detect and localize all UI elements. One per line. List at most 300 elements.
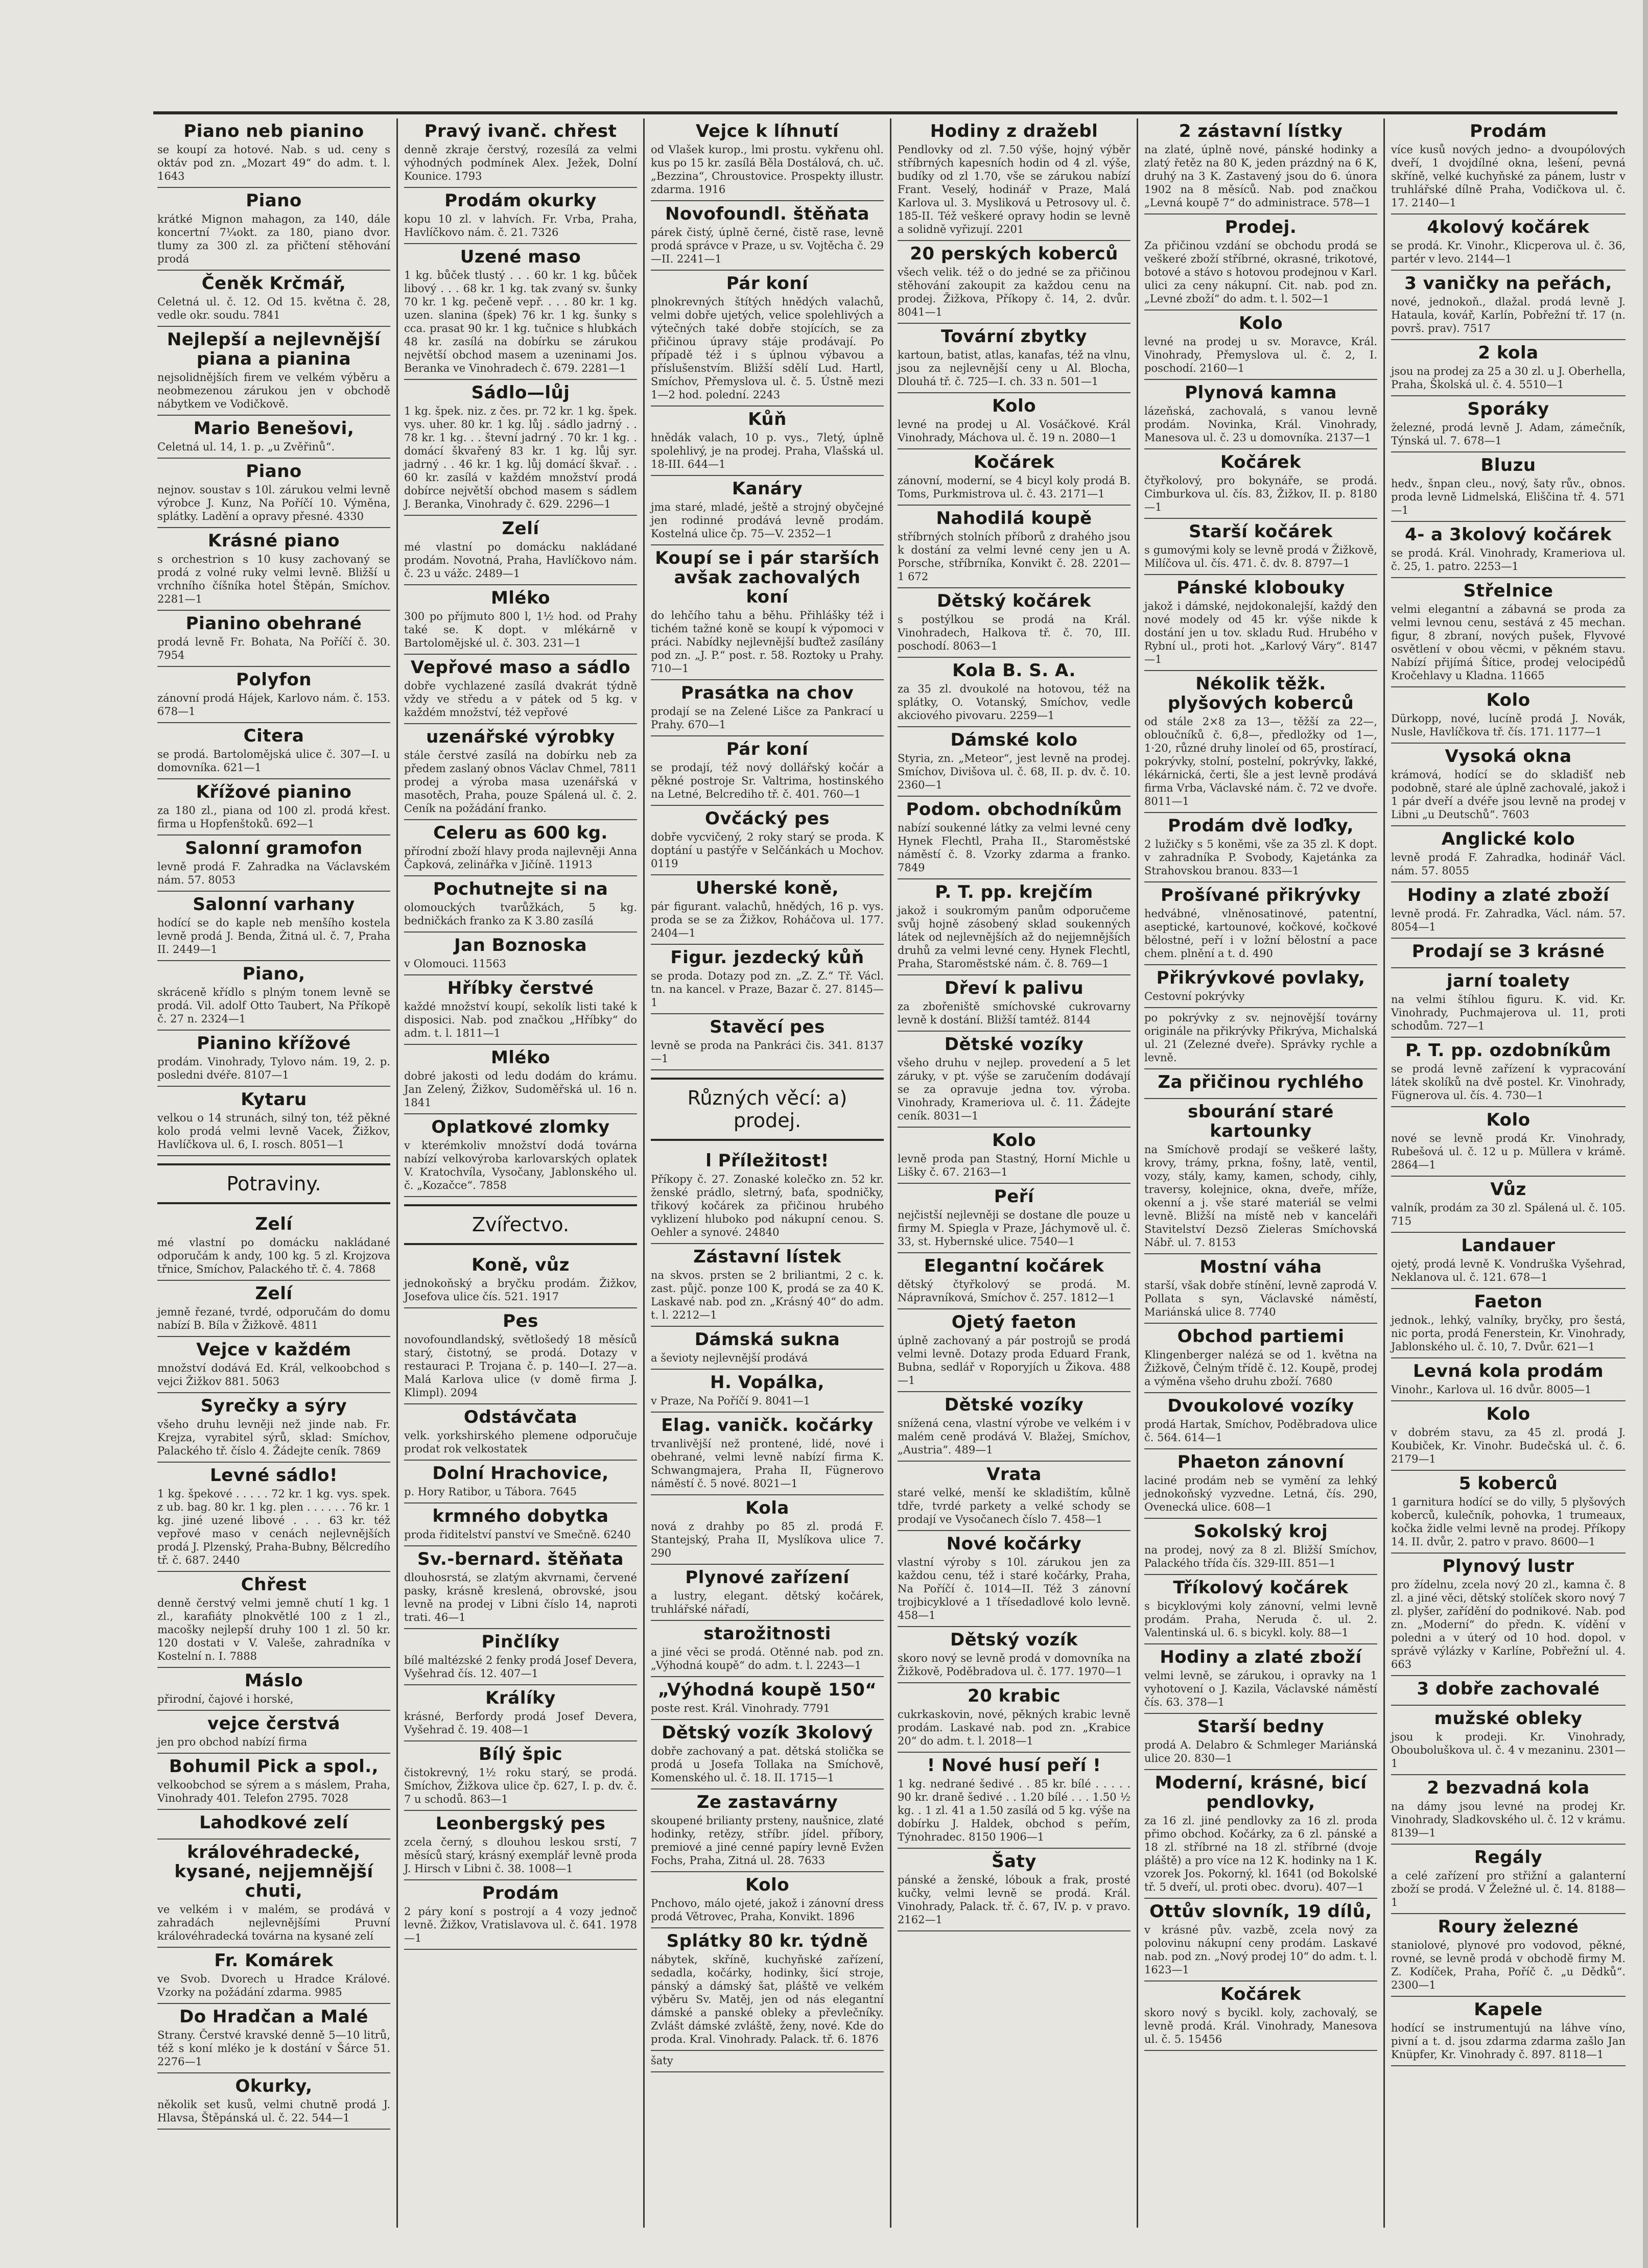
classified-ad [1391,1107,1626,1177]
ad-body: kopu 10 zl. v lahvích. Fr. Vrba, Praha, Havlíčkovo nám. č. 21. 7326 [404,213,637,238]
classified-ad [898,879,1131,975]
classified-ad [404,1741,637,1811]
ad-body: po pokrývky z sv. nejnovější továrny originále na přikrývky Přikrýva, Michalská ul. 21 (Zelezné dveře). Správky rychle a levně. [1144,1012,1377,1064]
ad-headline: Kolo [745,1875,790,1895]
ad-headline: Hodiny z dražebl [930,121,1098,141]
classified-ad [651,875,884,945]
ad-body: nabízí soukenné látky za velmi levné ceny Hynek Flechtl, Praha II., Staroměstské náměstí č. 8. Vzorky zdarma a franko. 7849 [898,822,1131,874]
ad-body: vlastní výroby s 10l. zárukou jen za každou cenu, též i staré kočárky, Praha, Na Poříčí č. 1014—II. Též 3 zánovní trojbicyklové a 1 třísedadlové kolo levně. 458—1 [898,1556,1131,1621]
ad-body: 1 kg. nedrané šedivé . . 85 kr. bílé . . . . . 90 kr. draně šedivé . . 1.20 bílé . . . 1.50 ½ kg. . 1 zl. 41 a 1.50 zasílá od 5 kg. výše na dobírku J. Haldek, obchod s peřím, Týnohradec. 8150 1906—1 [898,1778,1131,1843]
classified-ad [157,961,390,1031]
classified-ad [157,779,390,835]
ad-body: stříbrných stolních příborů z drahého jsou k dostání za velmi levné ceny jen u A. Porsche, stříbrníka, Konvikt č. 28. 2201—1 672 [898,531,1131,583]
ad-body: nejčistší nejlevněji se dostane dle pouze u firmy M. Spiegla v Praze, Jáchymově ul. č. 33, st. Hybernské ulice. 7540—1 [898,1209,1131,1248]
classified-ad [1391,1706,1626,1775]
ad-headline: 2 zástavní lístky [1179,121,1343,141]
ad-headline: Kolo [992,396,1037,416]
ad-headline: Koupí se i pár starších avšak zachovalých koní [655,548,880,607]
section-heading [157,1163,390,1204]
classified-ad [898,241,1131,324]
classified-ad [1391,1358,1626,1401]
ad-headline: Pár koní [726,273,809,294]
ad-headline: l Příležitost! [705,1151,829,1171]
classified-ad [1144,118,1377,214]
classified-ad [1144,519,1377,575]
ad-headline: Leonbergský pes [435,1813,606,1834]
classified-ad [404,1503,637,1546]
ad-headline: Tříkolový kočárek [1173,1578,1349,1598]
ad-headline: Polyfon [236,670,312,690]
classified-ad [651,2051,884,2072]
classified-ad [898,118,1131,241]
ad-headline: Přikrývkové povlaky, [1156,968,1366,988]
ad-headline: Phaeton zánovní [1177,1452,1345,1472]
ad-body: Příkopy č. 27. Zonaské kolečko zn. 52 kr. ženské prádlo, sletrný, baťa, spodničky, třikový kočárek za přičinou hrubého vyklizení hluboko pod nákupní cenou. S. Oehler a synové. 24840 [651,1173,884,1238]
ad-headline: Lahodkové zelí [199,1812,348,1833]
classified-ad [1391,1233,1626,1289]
ad-body: jemně řezané, tvrdé, odporučám do domu nabízí B. Bíla v Žižkově. 4811 [157,1306,390,1331]
ad-headline: Kapele [1474,1999,1543,2020]
ad-body: p. Hory Ratibor, u Tábora. 7645 [404,1486,577,1498]
classified-ad [898,588,1131,658]
ad-body: snížená cena, vlastní výrobe ve velkém i v malém ceně prodává V. Blažej, Smíchov, „Austria“. 489—1 [898,1417,1131,1456]
ad-headline: Kolo [1486,1404,1531,1424]
ad-headline: Dámská sukna [694,1329,840,1350]
ad-body: zánovní, moderní, se 4 bicyl koly prodá B. Toms, Purkmistrova ul. č. 43. 2171—1 [898,474,1131,500]
classified-ad [157,1668,390,1711]
classified-ad [651,545,884,680]
ad-body: Za přičinou vzdání se obchodu prodá se veškeré zboží stříbrné, okrasné, trikotové, botové a stávo s hotovou prodejnou v Karl. ulici za ceny nákupní. Cit. nab. pod zn. „Levné zboží“ do adm. t. l. 502—1 [1144,240,1377,305]
ad-body: zcela černý, s dlouhou leskou srstí, 7 měsíců starý, krásný exemplář levně proda J. Hirsch v Libni č. 38. 1008—1 [404,1836,637,1875]
ad-body: na prodej, nový za 8 zl. Bližší Smíchov, Palackého třída čís. 329-III. 851—1 [1144,1544,1377,1569]
classified-ad [1144,214,1377,311]
ad-headline: Splátky 80 kr. týdně [666,1931,868,1951]
ad-headline: Králíky [485,1688,556,1708]
classified-ad [651,1495,884,1565]
ad-body: denně zkraje čerstvý, rozesílá za velmi výhodných podmínek Alex. Ježek, Dolní Kounice. 1793 [404,144,637,182]
ad-body: laciné prodám neb se vymění za lehký jednokoňský vyzvedne. Letná, čís. 290, Ovenecká ulice. 608—1 [1144,1474,1377,1513]
ad-body: jen pro obchod nabízí firma [157,1736,308,1748]
ad-headline: Uherské koně, [695,878,839,898]
ad-headline: Dvoukolové vozíky [1167,1396,1354,1416]
ad-headline: Hříbky čerstvé [447,978,594,998]
ad-body: nové se levně prodá Kr. Vinohrady, Rubešová ul. č. 12 u p. Müllera v krámě. 2864—1 [1391,1132,1626,1171]
ad-body: na zlaté, úplně nové, pánské hodinky a zlatý řetěz na 80 K, jeden prázdný na 6 K, druhý na 3 K. Zastavený jsou do 6. února 1902 na 8 měsíců. Nab. pod značkou „Levná koupě 7“ do administrace. 578—1 [1144,144,1377,209]
classified-ad [1144,1981,1377,2051]
classified-ad [157,1087,390,1156]
ad-body: s gumovými koly se levně prodá v Žižkově, Milíčova ul. čís. 471. č. dv. 8. 8797—1 [1144,544,1377,569]
ad-headline: Vejce v každém [196,1340,351,1360]
ad-headline: Starší bedny [1197,1716,1325,1737]
ad-headline: „Výhodná koupě 150“ [657,1680,877,1700]
section-heading [404,1204,637,1245]
ad-headline: Pes [503,1311,538,1331]
classified-ad [404,1252,637,1308]
ad-headline: Fr. Komárek [214,1950,334,1971]
ad-body: Klingenberger nalézá se od 1. května na Žižkově, Čelným třídě č. 12. Koupě, prodej a výměna všeho druhu zboží. 7680 [1144,1349,1377,1388]
ad-body: 1 kg. špek. niz. z čes. pr. 72 kr. 1 kg. špek. vys. uher. 80 kr. 1 kg. lůj . sádlo jadrný . . 78 kr. 1 kg. . . števní jadrný . 70 kr. 1 kg. . domácí škvařený 83 kr. 1 kg. lůj syr. jadrný . . 46 kr. 1 kg. lůj domácí škvař. . . 60 kr. zasílá v každém množství prodá dobírce největší obchod masem s sádlem J. Beranka, Vinohrady č. 629. 2296—1 [404,405,637,510]
ad-headline: Elegantní kočárek [924,1256,1104,1276]
ad-headline: Dětský vozík 3kolový [662,1723,873,1743]
ad-headline: 20 perských koberců [910,244,1118,264]
ad-headline: Zástavní lístek [693,1247,841,1267]
classified-ad [157,416,390,459]
ad-body: hedvábné, vlněnosatinové, patentní, aseptické, kartounové, kočkové, kočkové bělostné, peří i v ložní bělostní a pace chem. plnění a t. d. 490 [1144,908,1377,960]
classified-ad [651,1014,884,1070]
classified-ad [157,1572,390,1668]
ad-body: jednok., lehký, valníky, bryčky, pro šestá, nic porta, prodá Fenerstein, Kr. Vinohrady, Jablonského ul. č. 10, 7. Dvůr. 621—1 [1391,1314,1626,1353]
classified-ad [898,1032,1131,1128]
ad-headline: Piano neb pianino [183,121,364,141]
classified-ad [1144,1324,1377,1393]
ad-headline: Salonní gramofon [185,838,363,858]
classified-ad [157,1711,390,1754]
classified-ad [898,1184,1131,1253]
classified-ad [404,1114,637,1197]
ad-headline: Kolo [1238,313,1283,333]
classified-ad [1391,1554,1626,1676]
classified-ad [1391,1038,1626,1107]
column-3 [645,118,891,2228]
classified-ad [157,1337,390,1393]
ad-body: na dámy jsou levné na prodej Kr. Vinohrady, Sladkovského ul. č. 12 v krámu. 8139—1 [1391,1800,1626,1839]
classified-ad [1391,1997,1626,2066]
classified-ad [404,118,637,188]
ad-body: stále čerstvé zasílá na dobírku neb za předem zaslaný obnos Václav Chmel, 7811 prodej a výroba masa uzenářská v masotěch, Praha, pouze Spálená ul. č. 2. Ceník na požádání franko. [404,749,637,815]
ad-headline: jarní toalety [1446,971,1570,991]
classified-ad [898,1128,1131,1184]
ad-headline: 3 dobře zachovalé [1417,1679,1600,1699]
ad-body: pánské a ženské, lóbouk a frak, prosté kučky, velmi levně se prodá. Král. Vinohrady, Palack. tř. č. 67, IV. p. v pravo. 2162—1 [898,1874,1131,1926]
ad-body: se koupí za hotové. Nab. s ud. ceny s oktáv pod zn. „Mozart 49“ do adm. t. l. 1643 [157,144,390,182]
classified-ad [651,1244,884,1327]
ad-headline: mužské obleky [1434,1708,1583,1729]
classified-ad [651,1565,884,1621]
ad-body: prodají se na Zelené Lišce za Pankrací u Prahy. 670—1 [651,705,884,731]
ad-headline: P. T. pp. krejčím [935,882,1093,902]
ad-body: levně proda pan Stastný, Horní Michle u Lišky č. 67. 2163—1 [898,1153,1131,1178]
ad-body: jsou na prodej za 25 a 30 zl. u J. Oberhella, Praha, Školská ul. č. 4. 5510—1 [1391,365,1626,391]
ad-headline: Vůz [1490,1179,1526,1200]
ad-headline: H. Vopálka, [710,1372,825,1393]
ad-body: přírodní zboží hlavy proda najlevněji Anna Čapková, zelinářka v Jičíně. 11913 [404,845,637,871]
ad-headline: Prodám okurky [444,190,597,211]
ad-body: hodící se instrumentujú na láhve víno, pivní a t. d. jsou zdarma zdarma zašlo Jan Knüpfer, Kr. Vinohrady č. 897. 8118—1 [1391,2022,1626,2061]
classified-ad [157,835,390,892]
ad-body: starší, však dobře stínění, levně zaprodá V. Pollata s syn, Václavské náměstí, Mariánská ulice 8. 7740 [1144,1279,1377,1318]
classified-ad [404,1308,637,1404]
classified-ad [404,188,637,244]
ad-body: s bicyklovými koly zánovní, velmi levně prodám. Praha, Neruda č. ul. 2. Valentinská ul. 6. s bicykl. koly. 88—1 [1144,1600,1377,1639]
classified-ad [404,655,637,724]
classified-ad [1391,214,1626,271]
ad-body: dobře zachovaný a pat. dětská stolička se prodá u Josefa Tollaka na Smíchově, Komenského ul. č. 18. II. 1715—1 [651,1745,884,1784]
ad-body: množství dodává Ed. Král, velkoobchod s vejci Žižkov 881. 5063 [157,1362,390,1388]
classified-ad [1391,1775,1626,1845]
ad-headline: Ovčácký pes [704,808,830,829]
ad-headline: Vepřové maso a sádlo [410,657,631,678]
ad-headline: Jan Boznoska [454,935,587,956]
ad-headline: Prodej. [1225,217,1297,237]
ad-headline: Obchod partiemi [1177,1326,1345,1347]
ad-body: za 16 zl. jiné pendlovky za 16 zl. proda přimo obchod. Kočárky, za 6 zl. pánské a 18 zl. stříbrné na 18 zl. stříbrné (dvoje pláště) a pro více na 12 K. hodinky na 1 K. vzorek Jos. Pokorný, kl. 1641 (od Bokolské tř. 5 dveří, ul. proti obec. dvoru). 407—1 [1144,1815,1377,1893]
ad-body: a ševioty nejlevnější prodává [651,1352,808,1364]
classified-ad [157,1211,390,1281]
classified-ad [404,1461,637,1503]
classified-ad [1391,744,1626,826]
ad-headline: ! Nové husí peří ! [927,1755,1101,1776]
ad-headline: Pochutnejte si na [433,879,608,899]
ad-headline: Vysoká okna [1445,746,1572,767]
ad-headline: Dolní Hrachovice, [432,1463,609,1484]
ad-body: Celetná ul. 14, 1. p. „u Zvěřinů“. [157,441,335,453]
ad-body: skráceně křídlo s plným tonem levně se prodá. Vil. adolf Otto Taubert, Na Příkopě č. 27 n. 2324—1 [157,986,390,1025]
classified-ad [898,324,1131,393]
ad-body: staré velké, menší ke skladištím, kůlně tdře, tvrdé parkety a velké schody se prodají ve Vysočanech číslo 7. 458—1 [898,1487,1131,1525]
section-title: Zvířectvo. [472,1213,570,1236]
ad-headline: Elag. vaničk. kočárky [661,1415,874,1436]
classified-ad [651,201,884,271]
classified-ad [157,188,390,271]
ad-headline: Figur. jezdecký kůň [670,947,864,968]
classified-ad [1391,1401,1626,1471]
ad-headline: Bluzu [1480,455,1536,475]
ad-body: 2 lužičky s 5 koněmi, vše za 35 zl. K dopt. v zahradníka P. Svobody, Kajetánka za Strahovskou branou. 833—1 [1144,838,1377,877]
ad-headline: Mléko [490,588,551,608]
ad-body: všeho druhu v nejlep. provedení a 5 let záruky, v pt. výše se zaručením dodávají se za opravuje jedna tov. výroba. Vinohrady, Krameriova ul. č. 11. Žádejte ceník. 8031—1 [898,1057,1131,1122]
ad-body: několik set kusů, velmi chutně prodá J. Hlavsa, Štěpánská ul. č. 22. 544—1 [157,2098,390,2124]
ad-headline: Dětské vozíky [944,1395,1084,1415]
ad-headline: Piano [246,461,302,482]
ad-body: staniolové, plynové pro vodovod, pěkné, rovné, se levně prodá v obchodě firmy M. Z. Kodíček, Praha, Poříč č. „u Dědků“. 2300—1 [1391,1939,1626,1991]
classified-ad [651,1413,884,1495]
ad-body: prodá A. Delabro & Schmleger Mariánská ulice 20. 830—1 [1144,1739,1377,1764]
ad-headline: Sporáky [1467,399,1549,419]
ad-body: velkoobchod se sýrem a s máslem, Praha, Vinohrady 401. Telefon 2795. 7028 [157,1779,390,1804]
classified-ad [1391,118,1626,214]
classified-ad [898,1683,1131,1753]
classified-ad [898,658,1131,727]
ad-headline: Okurky, [235,2076,313,2096]
ad-body: Vinohr., Karlova ul. 16 dvůr. 8005—1 [1391,1383,1592,1396]
ad-headline: Podom. obchodníkům [906,799,1122,820]
classified-ad [1144,1099,1377,1254]
ad-body: v kterémkoliv množství dodá továrna nabízí velkovýroba karlovarských oplatek V. Kratochvíla, Vysočany, Jablonského ul. č. „Kozačce“. 7858 [404,1139,637,1191]
classified-ad [404,1546,637,1629]
ad-headline: Dámské kolo [950,730,1078,750]
ad-headline: Stavěcí pes [710,1017,825,1037]
classified-ad [898,727,1131,797]
ad-headline: Dětské vozíky [944,1034,1084,1055]
classified-ad [1391,578,1626,687]
ad-body: čistokrevný, 1½ roku starý, se prodá. Smíchov, Žižkova ulice čp. 627, I. p. dv. č. 7 u schodů. 863—1 [404,1766,637,1805]
ad-body: skoupené brilianty prsteny, naušnice, zlaté hodinky, retězy, stříbr. jídel. příbory, premiové a jiné cenné papíry levně Evžen Fochs, Praha, Zitná ul. 28. 7633 [651,1815,884,1867]
column-6 [1385,118,1632,2228]
ad-body: trvanlivější než prontené, lidé, nové i obehrané, velmi levně nabízí firma K. Schwangmajera, Praha II, Fügnerovo náměstí č. 5 nové. 8021—1 [651,1438,884,1490]
classified-ad [1144,1644,1377,1714]
ad-headline: Bohumil Pick a spol., [169,1756,379,1777]
ad-body: velk. yorkshirského plemene odporučuje prodat rok velkostatek [404,1429,637,1455]
classified-ad [651,1327,884,1370]
classified-columns [151,118,1633,2228]
ad-headline: P. T. pp. ozdobníkům [1405,1040,1611,1061]
classified-ad [651,806,884,875]
classified-ad [1391,1676,1626,1706]
classified-ad [898,1627,1131,1683]
ad-headline: Sokolský kroj [1193,1521,1328,1542]
classified-ad [1391,1471,1626,1554]
ad-headline: Dřeví k palivu [944,978,1084,998]
ad-body: více kusů nových jedno- a dvoupólových dveří, 1 dvojdílné okna, lešení, pevná skříně, velké kuchyňské za pánem, lustr v truhlářské dílně Praha, Vodičkova ul. č. 17. 2140—1 [1391,144,1626,209]
ad-headline: Mostní váha [1199,1257,1322,1277]
classified-ad [898,393,1131,449]
ad-body: velmi elegantní a zábavná se proda za velmi levnou cenu, sestává z 45 mechan. figur, 8 zbraní, nových pušek, Flyvové osvětlení v obou věcmi, v pěkném stavu. Nabízí přijímá Šítice, prodej velocipédů Kročehlavy u Kladna. 11665 [1391,603,1626,682]
ad-headline: Zelí [255,1214,293,1234]
ad-headline: Bílý špic [478,1744,563,1764]
ad-body: Pendlovky od zl. 7.50 výše, hojný výběr stříbrných kapesních hodin od 4 zl. výše, budíky od zl 1.70, vše se zárukou nabízí Frant. Veselý, hodinář v Praze, Malá Karlova ul. 3. Mysliková u Petrosovy ul. č. 185-II. Též veškeré opravy hodin se levně a solidně vyřizují. 2201 [898,144,1131,235]
classified-ad [898,975,1131,1032]
column-5 [1138,118,1385,2228]
column-2 [398,118,645,2228]
classified-ad [1144,1393,1377,1449]
ad-headline: Tovární zbytky [941,326,1087,347]
ad-body: levné na prodej u Al. Vosáčkové. Král Vinohrady, Máchova ul. č. 19 n. 2080—1 [898,418,1131,444]
ad-headline: Sv.-bernard. štěňata [417,1549,624,1569]
classified-ad [1144,311,1377,380]
ad-headline: Máslo [244,1670,303,1691]
ad-headline: Plynový lustr [1442,1556,1574,1577]
ad-body: nové, jednokoň., dlažal. prodá levně J. Hataula, kovář, Karlín, Pobřežní tř. 17 (n. površ. prav). 7517 [1391,296,1626,335]
ad-headline: Pianino obehrané [185,613,362,634]
ad-headline: Levné sádlo! [209,1465,338,1486]
classified-ad [1391,1177,1626,1233]
classified-ad [651,476,884,545]
ad-headline: Landauer [1461,1235,1556,1256]
classified-ad [157,2073,390,2130]
ad-headline: 2 kola [1478,343,1539,363]
ad-body: dobře vychlazené zasílá dvakrát týdně vždy ve středu a v pátek od 5 kg. v každém množství, též vepřové [404,680,637,719]
classified-ad [157,528,390,611]
ad-headline: uzenářské výrobky [426,727,615,747]
classified-ad [651,1789,884,1872]
ad-headline: Oplatkové zlomky [431,1117,610,1137]
ad-headline: Salonní varhany [193,894,355,915]
ad-headline: Syrečky a sýry [200,1396,347,1416]
ad-headline: Koně, vůz [472,1255,570,1275]
ad-headline: Mléko [490,1047,551,1068]
page-edge [1643,0,1648,2268]
classified-ad [1144,1519,1377,1575]
classified-ad [404,1045,637,1114]
ad-body: velkou o 14 strunách, silný ton, též pěkné kolo prodá velmi levně Vacek, Žižkov, Havlíčkova ul. 6, I. rosch. 8051—1 [157,1112,390,1151]
ad-body: skoro nový se levně prodá v domovníka na Žižkově, Poděbradova ul. č. 177. 1970—1 [898,1652,1131,1678]
ad-body: a lustry, elegant. dětský kočárek, truhlářské nářadí, [651,1590,884,1615]
classified-ad [651,945,884,1014]
classified-ad [651,1621,884,1677]
classified-ad [404,933,637,975]
classified-ad [404,1629,637,1685]
classified-ad [404,585,637,655]
classified-ad [898,1753,1131,1849]
ad-headline: Vrata [986,1464,1042,1485]
ad-headline: Vejce k líhnutí [696,121,839,141]
ad-headline: Odstávčata [463,1407,578,1427]
ad-body: v krásné pův. vazbě, zcela nový za polovinu nákupní ceny prodám. Laskavé nab. pod zn. „Nový prodej 10“ do adm. t. l. 1623—1 [1144,1924,1377,1976]
ad-body: Celetná ul. č. 12. Od 15. května č. 28, vedle okr. soudu. 7841 [157,296,390,321]
ad-headline: Faeton [1474,1292,1543,1312]
ad-headline: Kanáry [732,479,803,499]
ad-body: nová z drahby po 85 zl. prodá F. Stantejský, Praha II, Myslíkova ulice 7. 290 [651,1520,884,1559]
ad-headline: Nékolik těžk. plyšových koberců [1167,674,1354,713]
ad-headline: Hodiny a zlaté zboží [1160,1647,1362,1667]
ad-body: od stále 2×8 za 13—, těžší za 22—, obloučníků č. 6,8—, předložky od 1—, 1·20, různé druhy linoleí od 65, prostírací, pokrývky, stolní, postelní, pokrývky, ľakké, lékárnická, čerti, šle a jest levně prodává firma Vrba, Václavské nám. č. 72 ve dvoře. 8011—1 [1144,715,1377,807]
classified-ad [1391,522,1626,578]
classified-ad [1391,1289,1626,1358]
ad-body: na Smíchově prodají se veškeré lašty, krovy, trámy, prkna, fošny, latě, ventil, vozy, stály, kamy, kamen, schody, cihly, traversy, kolejnice, okna, dveře, mříže, okenní a j. vše staré materiál se velmi levně. Bližší na místě neb v kanceláři Stavitelství Dezsö Zieleras Smíchovská Nábř. ul. 7. 8153 [1144,1143,1377,1249]
ad-body: prodá Hartak, Smíchov, Poděbradova ulice č. 564. 614—1 [1144,1418,1377,1444]
ad-body: dlouhosrstá, se zlatým akvrnami, červené pasky, krásně kreslená, obrovské, jsou levně na prodej v Libni číslo 14, naproti trati. 46—1 [404,1571,637,1624]
ad-body: a celé zařízení pro střižní a galanterní zboží se prodá. V Želežné ul. č. 14. 8188—1 [1391,1870,1626,1908]
ad-body: levně se proda na Pankráci čis. 341. 8137—1 [651,1039,884,1065]
classified-ad [898,1392,1131,1462]
ad-headline: Pinčlíky [481,1632,560,1652]
ad-headline: Moderní, krásné, bicí pendlovky, [1155,1773,1367,1812]
classified-ad [1144,1449,1377,1519]
ad-body: pro žídelnu, zcela nový 20 zl., kamna č. 8 zl. a jiné věci, dětský stolíček skoro nový 7 zl. plyšer, zařídění do podnikové. Nab. pod zn. „Moderní“ do předn. K. vídění v poledni a v úterý od 10 hod. dopol. v správě výlázky v Karlíne, Pobřežní ul. 4. 663 [1391,1579,1626,1670]
ad-headline: 4kolový kočárek [1427,217,1590,237]
ad-body: dětský čtyřkolový se prodá. M. Nápravníková, Smíchov č. 257. 1812—1 [898,1278,1131,1304]
ad-body: jsou k prodeji. Kr. Vinohrady, Obouboluškova ul. č. 4 v mezaninu. 2301—1 [1391,1731,1626,1770]
classified-ad [651,1872,884,1928]
ad-headline: Pár koní [726,739,809,759]
ad-headline: královéhradecké, kysané, nejjemnější chuti, [174,1842,373,1901]
classified-ad [404,516,637,585]
ad-headline: Ottův slovník, 19 dílů, [1149,1901,1372,1922]
ad-body: krátké Mignon mahagon, za 140, dále koncertní 7¼okt. za 180, piano dvor. tlumy za 300 zl. za přičtení stěhování prodá [157,213,390,265]
classified-ad [404,1404,637,1461]
classified-ad [404,1811,637,1880]
ad-headline: Pianino křížové [197,1033,351,1054]
classified-ad [157,1393,390,1463]
classified-ad [651,736,884,806]
classified-ad [157,1840,390,1948]
ad-headline: Zelí [255,1283,293,1304]
top-rule [153,111,1617,114]
classified-ad [1144,882,1377,965]
ad-headline: Mario Benešovi, [193,418,355,439]
ad-body: železné, prodá levně J. Adam, zámečník, Týnská ul. 7. 678—1 [1391,421,1626,447]
classified-ad [157,2004,390,2073]
classified-ad [157,667,390,723]
ad-body: a jiné věci se prodá. Otěnné nab. pod zn. „Výhodná koupě“ do adm. t. l. 2243—1 [651,1646,884,1672]
ad-headline: Anglické kolo [1441,829,1575,849]
classified-ad [1391,939,1626,968]
ad-body: krásné, Berfordy prodá Josef Devera, Vyšehrad č. 19. 408—1 [404,1710,637,1736]
classified-ad [651,271,884,407]
ad-body: poste rest. Král. Vinohrady. 7791 [651,1702,830,1714]
classified-ad [157,1754,390,1810]
classified-ad [1391,340,1626,396]
ad-body: novofoundlandský, světlošedý 18 měsíců starý, čistotný, se prodá. Dotazy v restauraci P. Trojana č. p. 140—I. 27—a. Malá Karlova ulice (v domě firma J. Klimpl). 2094 [404,1333,637,1399]
classified-ad [1144,813,1377,882]
ad-body: ojetý, prodá levně K. Vondruška Vyšehrad, Neklanova ul. č. 121. 678—1 [1391,1258,1626,1283]
ad-body: Strany. Čerstvé kravské denně 5—10 litrů, též s koní mléko je k dostání v Šárce 51. 2276—1 [157,2029,390,2068]
classified-ad [404,1880,637,1950]
ad-headline: Kola [745,1498,789,1518]
ad-headline: Dětský vozík [950,1630,1078,1650]
ad-headline: Prošívané přikrývky [1161,885,1361,905]
classified-ad [651,1370,884,1413]
